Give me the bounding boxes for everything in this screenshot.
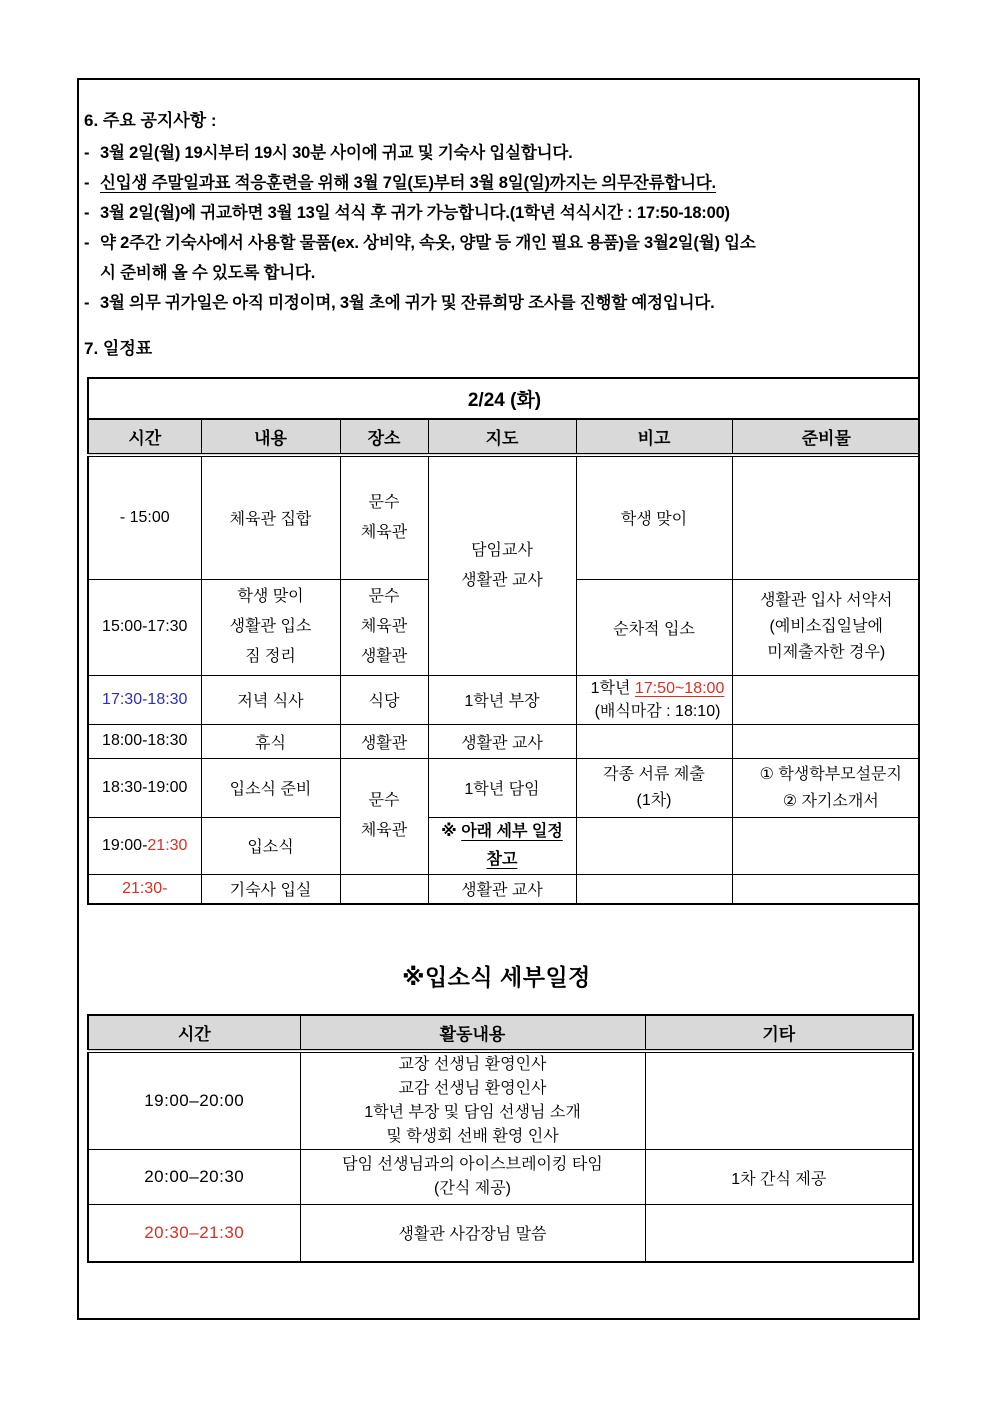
cell-line: 미제출자한 경우) bbox=[767, 644, 886, 661]
detail-col-header-activity: 활동내용 bbox=[300, 1015, 645, 1051]
cell-prep-empty bbox=[732, 455, 920, 579]
time-start: 19:00- bbox=[102, 836, 148, 854]
detail-cell-etc-empty bbox=[645, 1205, 913, 1262]
notice-text-line: 시 준비해 올 수 있도록 합니다. bbox=[100, 264, 316, 282]
cell-place: 생활관 bbox=[340, 724, 428, 758]
notice-text: 3월 의무 귀가일은 아직 미정이며, 3월 초에 귀가 및 잔류희망 조사를 진행할 예정입니다. bbox=[100, 294, 715, 312]
notice-dash: - bbox=[84, 234, 90, 252]
cell-line: 생활관 입사 서약서 bbox=[759, 592, 893, 609]
cell-line: 생활관 bbox=[360, 648, 408, 665]
detail-schedule-title: ※입소식 세부일정 bbox=[402, 964, 591, 990]
cell-line: 생활관 입소 bbox=[229, 618, 312, 635]
cell-line: 교감 선생님 환영인사 bbox=[398, 1080, 547, 1097]
cell-content: 휴식 bbox=[201, 724, 340, 758]
detail-row-welcome bbox=[88, 1051, 913, 1150]
reference-text: 참고 bbox=[486, 850, 518, 868]
col-header-note: 비고 bbox=[576, 419, 732, 455]
time-end-red: 21:30 bbox=[147, 836, 188, 854]
col-header-time: 시간 bbox=[88, 419, 201, 455]
schedule-table bbox=[87, 377, 920, 905]
cell-time-red: 21:30- bbox=[88, 874, 201, 904]
notice-text: 3월 2일(월)에 귀교하면 3월 13일 석식 후 귀가 가능합니다.(1학년 석식시간 : 17:50-18:00) bbox=[100, 204, 730, 222]
detail-cell-activity bbox=[300, 1051, 645, 1150]
cell-guide: 1학년 부장 bbox=[428, 675, 576, 724]
page-border-frame bbox=[77, 78, 920, 1320]
cell-line: (간식 제공) bbox=[434, 1180, 511, 1197]
cell-content bbox=[201, 579, 340, 675]
col-header-guide: 지도 bbox=[428, 419, 576, 455]
detail-cell-time: 20:00–20:30 bbox=[88, 1150, 300, 1205]
notice-item bbox=[84, 288, 912, 318]
dinner-grade-label: 1학년 bbox=[590, 679, 635, 697]
cell-time: - 15:00 bbox=[88, 455, 201, 579]
reference-text: 아래 세부 일정 bbox=[461, 822, 563, 840]
notice-list bbox=[84, 138, 912, 318]
cell-prep-documents bbox=[732, 758, 920, 817]
cell-guide-merged bbox=[428, 455, 576, 675]
notice-section-title: 6. 주요 공지사항 : bbox=[84, 111, 217, 130]
detail-row-icebreaking bbox=[88, 1150, 913, 1205]
schedule-row-break bbox=[88, 724, 920, 758]
detail-col-header-etc: 기타 bbox=[645, 1015, 913, 1051]
cell-line: 생활관 교사 bbox=[461, 571, 543, 589]
cell-time: 18:30-19:00 bbox=[88, 758, 201, 817]
schedule-row-dorm-entry bbox=[88, 874, 920, 904]
cell-line: (1차) bbox=[636, 791, 672, 809]
cell-time-mixed bbox=[88, 817, 201, 874]
cell-note-empty bbox=[576, 817, 732, 874]
schedule-row-assembly bbox=[88, 455, 920, 579]
cell-line: 담임 선생님과의 아이스브레이킹 타임 bbox=[342, 1156, 603, 1173]
cell-prep-empty bbox=[732, 817, 920, 874]
cell-line: (배식마감 : 18:10) bbox=[594, 702, 721, 720]
cell-line: 문수 bbox=[368, 588, 400, 605]
notice-item bbox=[84, 138, 912, 168]
cell-line: 각종 서류 제출 bbox=[603, 765, 705, 783]
cell-line: (예비소집일날에 bbox=[769, 618, 884, 635]
cell-time-blue: 17:30-18:30 bbox=[88, 675, 201, 724]
detail-cell-activity bbox=[300, 1150, 645, 1205]
detail-cell-etc-empty bbox=[645, 1051, 913, 1150]
cell-time: 15:00-17:30 bbox=[88, 579, 201, 675]
notice-item bbox=[84, 168, 912, 198]
detail-col-header-time: 시간 bbox=[88, 1015, 300, 1051]
detail-row-dorm-head-speech bbox=[88, 1205, 913, 1262]
col-header-prep: 준비물 bbox=[732, 419, 920, 455]
col-header-place: 장소 bbox=[340, 419, 428, 455]
schedule-header-row bbox=[88, 419, 920, 455]
schedule-row-ceremony bbox=[88, 817, 920, 874]
cell-guide: 생활관 교사 bbox=[428, 874, 576, 904]
cell-guide: 생활관 교사 bbox=[428, 724, 576, 758]
cell-note: 순차적 입소 bbox=[576, 579, 732, 675]
detail-header-row bbox=[88, 1015, 913, 1051]
cell-line: 짐 정리 bbox=[245, 648, 296, 665]
cell-line: 학생 맞이 bbox=[237, 588, 304, 605]
cell-place-empty bbox=[340, 874, 428, 904]
cell-content: 입소식 bbox=[201, 817, 340, 874]
cell-line: 체육관 bbox=[360, 822, 408, 839]
notice-text-underlined: 신입생 주말일과표 적응훈련을 위해 3월 7일(토)부터 3월 8일(일)까지는 의무잔류합니다. bbox=[100, 174, 716, 192]
cell-line: ② 자기소개서 bbox=[782, 792, 879, 810]
notice-dash: - bbox=[84, 144, 90, 162]
notice-dash: - bbox=[84, 174, 90, 192]
cell-prep-empty bbox=[732, 874, 920, 904]
detail-cell-etc: 1차 간식 제공 bbox=[645, 1150, 913, 1205]
cell-content: 기숙사 입실 bbox=[201, 874, 340, 904]
cell-note-dinner bbox=[576, 675, 732, 724]
cell-guide-reference bbox=[428, 817, 576, 874]
col-header-content: 내용 bbox=[201, 419, 340, 455]
detail-cell-time-red: 20:30–21:30 bbox=[88, 1205, 300, 1262]
cell-line: ① 학생학부모설문지 bbox=[759, 765, 902, 783]
cell-guide: 1학년 담임 bbox=[428, 758, 576, 817]
cell-place bbox=[340, 579, 428, 675]
notice-dash: - bbox=[84, 204, 90, 222]
cell-note: 학생 맞이 bbox=[576, 455, 732, 579]
detail-schedule-table bbox=[87, 1014, 914, 1263]
notice-dash: - bbox=[84, 294, 90, 312]
schedule-date-row bbox=[88, 378, 920, 419]
cell-note bbox=[576, 758, 732, 817]
cell-line: 문수 bbox=[368, 792, 400, 809]
notice-item bbox=[84, 198, 912, 228]
cell-line: 체육관 bbox=[360, 618, 408, 635]
cell-content: 체육관 집합 bbox=[201, 455, 340, 579]
schedule-date-title: 2/24 (화) bbox=[88, 378, 920, 419]
detail-cell-activity: 생활관 사감장님 말씀 bbox=[300, 1205, 645, 1262]
cell-prep bbox=[732, 579, 920, 675]
notice-text bbox=[100, 228, 912, 288]
cell-place: 식당 bbox=[340, 675, 428, 724]
notice-item bbox=[84, 228, 912, 288]
notice-text: 3월 2일(월) 19시부터 19시 30분 사이에 귀교 및 기숙사 입실합니다. bbox=[100, 144, 573, 162]
cell-content: 입소식 준비 bbox=[201, 758, 340, 817]
schedule-section-title: 7. 일정표 bbox=[84, 339, 153, 358]
cell-note-empty bbox=[576, 874, 732, 904]
cell-time: 18:00-18:30 bbox=[88, 724, 201, 758]
cell-content: 저녁 식사 bbox=[201, 675, 340, 724]
cell-line bbox=[429, 818, 576, 846]
cell-note-empty bbox=[576, 724, 732, 758]
detail-cell-time: 19:00–20:00 bbox=[88, 1051, 300, 1150]
cell-line: 문수 bbox=[368, 493, 400, 511]
cell-line: 1학년 부장 및 담임 선생님 소개 bbox=[364, 1104, 581, 1121]
notice-text-line: 약 2주간 기숙사에서 사용할 물품(ex. 상비약, 속옷, 양말 등 개인 필요 용품)을 3월2일(월) 입소 bbox=[100, 234, 756, 252]
schedule-row-dinner bbox=[88, 675, 920, 724]
cell-prep-empty bbox=[732, 675, 920, 724]
cell-place bbox=[340, 455, 428, 579]
cell-line: 교장 선생님 환영인사 bbox=[398, 1056, 547, 1073]
cell-line: 담임교사 bbox=[471, 541, 533, 559]
cell-line bbox=[584, 677, 732, 700]
reference-mark: ※ bbox=[441, 822, 457, 840]
schedule-row-ceremony-prep bbox=[88, 758, 920, 817]
cell-place-merged bbox=[340, 758, 428, 874]
cell-line: 체육관 bbox=[360, 523, 408, 541]
cell-line: 및 학생회 선배 환영 인사 bbox=[386, 1128, 559, 1145]
dinner-time-highlight: 17:50~18:00 bbox=[634, 679, 725, 697]
cell-prep-empty bbox=[732, 724, 920, 758]
